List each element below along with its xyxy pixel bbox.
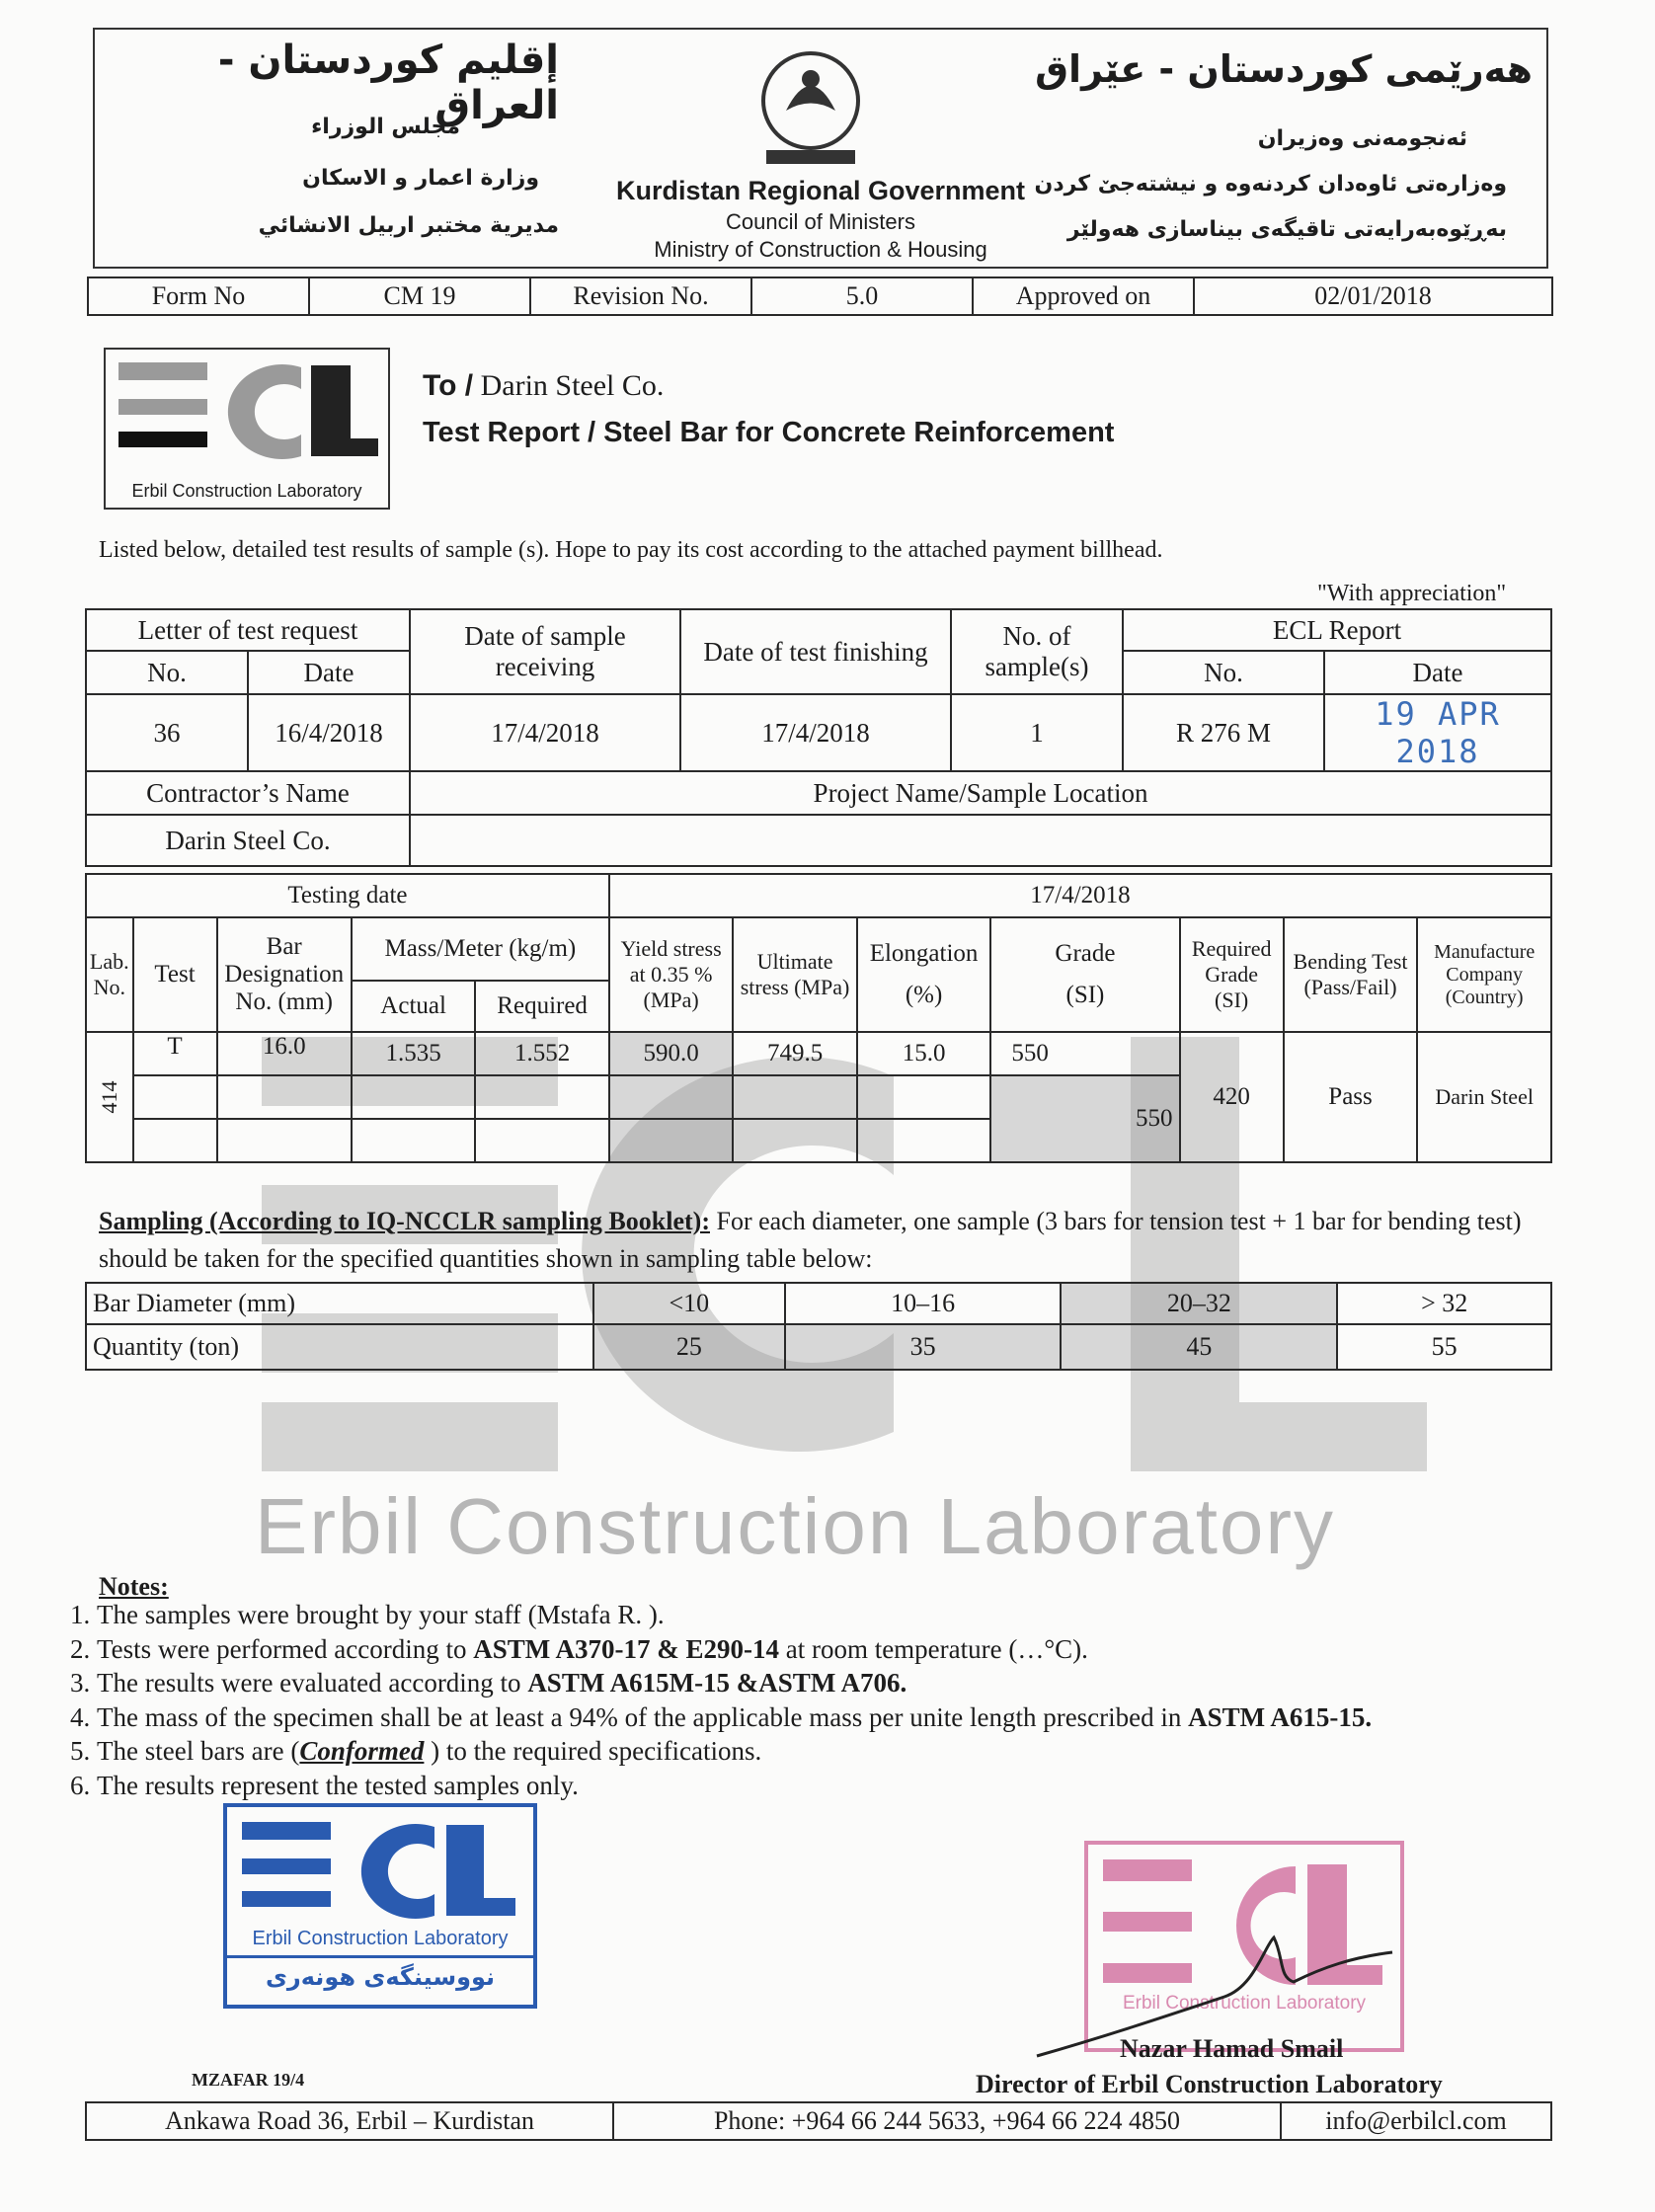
bar-value: 16.0 — [217, 1032, 352, 1075]
to-line — [423, 369, 664, 403]
note-item — [97, 1769, 1372, 1803]
quantity-cell: 55 — [1337, 1324, 1551, 1370]
empty-cell — [609, 1119, 733, 1162]
ar-left-title: إقليم كوردستان - العراق — [217, 38, 559, 128]
empty-cell — [133, 1119, 217, 1162]
to-name: Darin Steel Co. — [480, 369, 665, 402]
diameter-cell: 20–32 — [1061, 1283, 1337, 1324]
empty-cell — [733, 1119, 856, 1162]
required-value: 1.552 — [475, 1032, 609, 1075]
mass-meter-header: Mass/Meter (kg/m) — [352, 917, 609, 981]
diameter-label: Bar Diameter (mm) — [86, 1283, 593, 1324]
actual-value: 1.535 — [352, 1032, 475, 1075]
ultimate-value: 749.5 — [733, 1032, 856, 1075]
note-4-text: The mass of the specimen shall be at least a 94% of the applicable mass per unite length prescribed in — [97, 1701, 1189, 1732]
footer-email[interactable]: info@erbilcl.com — [1281, 2102, 1551, 2140]
diameter-cell: 10–16 — [785, 1283, 1062, 1324]
quantity-label: Quantity (ton) — [86, 1324, 593, 1370]
intro-text: Listed below, detailed test results of sample (s). Hope to pay its cost according to the attached payment billhead. — [99, 537, 1163, 563]
bar-designation-header: Bar Designation No. (mm) — [217, 917, 352, 1032]
required-grade-header: Required Grade (SI) — [1180, 917, 1284, 1032]
ku-right-title: هەرێمی کوردستان - عێراق — [1035, 47, 1533, 91]
empty-cell — [217, 1119, 352, 1162]
ministry-title: Ministry of Construction & Housing — [654, 237, 987, 262]
empty-cell — [133, 1075, 217, 1119]
empty-cell — [857, 1119, 991, 1162]
quantity-cell: 45 — [1061, 1324, 1337, 1370]
ecl-no-header: No. — [1123, 651, 1324, 694]
footer-table — [85, 2101, 1552, 2141]
request-date-header: Date — [248, 651, 410, 694]
test-header: Test — [133, 917, 217, 1032]
watermark-text: Erbil Construction Laboratory — [255, 1482, 1336, 1570]
bending-value: Pass — [1284, 1032, 1418, 1162]
note-item — [97, 1700, 1372, 1735]
signatory-name: Nazar Hamad Smail — [1120, 2034, 1344, 2063]
bending-header: Bending Test (Pass/Fail) — [1284, 917, 1418, 1032]
blue-stamp-caption: Erbil Construction Laboratory — [252, 1928, 509, 1949]
blue-stamp-kurdish: نووسینگەی هونەری — [265, 1963, 496, 1991]
receiving-header: Date of sample receiving — [410, 609, 680, 694]
diameter-cell: > 32 — [1337, 1283, 1551, 1324]
letter-request-header: Letter of test request — [86, 609, 410, 651]
request-date-value: 16/4/2018 — [248, 694, 410, 771]
ar-left-line3: مديرية مختبر اربيل الانشائي — [258, 213, 559, 238]
mass-required-header: Required — [475, 981, 609, 1032]
request-info-table — [85, 608, 1552, 867]
note-3-standard: ASTM A615M-15 &ASTM A706. — [527, 1668, 907, 1698]
krg-title: Kurdistan Regional Government — [615, 176, 1026, 205]
empty-cell — [609, 1075, 733, 1119]
signatory-title: Director of Erbil Construction Laboratory — [976, 2070, 1443, 2098]
test-value: T — [133, 1032, 217, 1075]
ku-right-line2: وەزارەتی ئاوەدان کردنەوە و نیشتەجێ کردن — [1034, 172, 1507, 197]
note-2-text: Tests were performed according to — [97, 1633, 474, 1664]
ar-left-line2: وزارة اعمار و الاسكان — [302, 166, 539, 191]
samples-header: No. of sample(s) — [951, 609, 1123, 694]
ku-right-line3: بەڕێوەبەرایەتی تاقیگەی بیناسازی هەولێر — [1066, 217, 1507, 242]
testing-date-value: 17/4/2018 — [609, 874, 1551, 917]
grade-overall-value: 550 — [990, 1075, 1179, 1162]
lab-no-text: 414 — [96, 1080, 121, 1114]
testing-date-header: Testing date — [86, 874, 609, 917]
ecl-logo-icon — [114, 357, 380, 466]
grade-header — [990, 917, 1179, 1032]
contractor-header: Contractor’s Name — [86, 771, 410, 815]
ecl-logo — [104, 348, 390, 510]
required-grade-value: 420 — [1180, 1032, 1284, 1162]
yield-header: Yield stress at 0.35 % (MPa) — [609, 917, 733, 1032]
note-item — [97, 1598, 1372, 1632]
lab-no-value — [86, 1032, 133, 1162]
finishing-value: 17/4/2018 — [680, 694, 951, 771]
sampling-paragraph — [99, 1203, 1540, 1278]
note-4-standard: ASTM A615-15. — [1188, 1701, 1373, 1732]
notes-heading: Notes: — [99, 1572, 169, 1601]
approved-label: Approved on — [973, 277, 1194, 315]
project-header: Project Name/Sample Location — [410, 771, 1551, 815]
empty-cell — [475, 1075, 609, 1119]
empty-cell — [217, 1075, 352, 1119]
empty-cell — [352, 1075, 475, 1119]
ku-right-line1: ئەنجومەنی وەزیران — [1257, 126, 1467, 151]
form-no-value: CM 19 — [309, 277, 530, 315]
footer-phone: Phone: +964 66 244 5633, +964 66 224 4850 — [613, 2102, 1281, 2140]
diameter-cell: <10 — [593, 1283, 785, 1324]
finishing-header: Date of test finishing — [680, 609, 951, 694]
approved-value: 02/01/2018 — [1194, 277, 1552, 315]
note-item — [97, 1734, 1372, 1769]
report-title: Test Report / Steel Bar for Concrete Reinforcement — [423, 417, 1115, 448]
note-item — [97, 1666, 1372, 1700]
note-6: The results represent the tested samples only. — [97, 1770, 579, 1800]
blue-stamp-logo-icon — [237, 1817, 523, 1926]
empty-cell — [857, 1075, 991, 1119]
ecl-no-value: R 276 M — [1123, 694, 1324, 771]
letterhead — [93, 28, 1548, 269]
blue-ecl-stamp — [223, 1803, 537, 2009]
to-prefix: To / — [423, 369, 474, 402]
request-no-value: 36 — [86, 694, 248, 771]
empty-cell — [475, 1119, 609, 1162]
request-no-header: No. — [86, 651, 248, 694]
receiving-value: 17/4/2018 — [410, 694, 680, 771]
note-5-text: The steel bars are ( — [97, 1736, 300, 1766]
note-3-text: The results were evaluated according to — [97, 1668, 528, 1698]
revision-label: Revision No. — [530, 277, 751, 315]
form-no-label: Form No — [88, 277, 309, 315]
quantity-cell: 35 — [785, 1324, 1062, 1370]
manufacture-header: Manufacture Company (Country) — [1417, 917, 1551, 1032]
contractor-value: Darin Steel Co. — [86, 815, 410, 866]
note-5-status: Conformed — [299, 1736, 425, 1766]
note-1: The samples were brought by your staff (Mstafa R. ). — [97, 1600, 665, 1629]
revision-value: 5.0 — [751, 277, 973, 315]
note-2-standard: ASTM A370-17 & E290-14 — [473, 1633, 779, 1664]
form-info-row — [87, 276, 1553, 316]
ar-left-line1: مجلس الوزراء — [311, 115, 460, 139]
samples-value: 1 — [951, 694, 1123, 771]
empty-cell — [352, 1119, 475, 1162]
grade-label: Grade — [1055, 940, 1116, 967]
mass-actual-header: Actual — [352, 981, 475, 1032]
quantity-cell: 25 — [593, 1324, 785, 1370]
appreciation-text: "With appreciation" — [1317, 581, 1507, 606]
sampling-heading: Sampling (According to IQ-NCCLR sampling Booklet): — [99, 1207, 710, 1235]
elongation-unit: (%) — [905, 982, 943, 1008]
elongation-label: Elongation — [869, 940, 979, 967]
lab-no-header: Lab. No. — [86, 917, 133, 1032]
yield-value: 590.0 — [609, 1032, 733, 1075]
council-title: Council of Ministers — [726, 209, 915, 234]
ecl-date-header: Date — [1324, 651, 1551, 694]
elongation-header — [857, 917, 991, 1032]
note-item — [97, 1632, 1372, 1667]
project-value — [410, 815, 1551, 866]
ecl-report-header: ECL Report — [1123, 609, 1551, 651]
manufacture-value: Darin Steel — [1417, 1032, 1551, 1162]
note-2-tail: at room temperature (…°C). — [778, 1633, 1088, 1664]
grade-unit: (SI) — [1065, 982, 1105, 1008]
note-5-tail: ) to the required specifications. — [424, 1736, 762, 1766]
empty-cell — [733, 1075, 856, 1119]
mzafar-note: MZAFAR 19/4 — [192, 2070, 305, 2090]
ecl-logo-caption: Erbil Construction Laboratory — [131, 481, 362, 501]
ultimate-header: Ultimate stress (MPa) — [733, 917, 856, 1032]
krg-emblem-icon — [747, 41, 875, 170]
elongation-value: 15.0 — [857, 1032, 991, 1075]
results-table — [85, 873, 1552, 1163]
sampling-text: For each diameter, one sample (3 bars for tension test + 1 bar for bending test) should be taken for the specified quantities shown in sampling table below: — [99, 1207, 1522, 1273]
notes-list — [77, 1598, 1372, 1802]
grade-row-value: 550 — [990, 1032, 1179, 1075]
footer-address: Ankawa Road 36, Erbil – Kurdistan — [86, 2102, 613, 2140]
ecl-date-stamp: 19 APR 2018 — [1324, 694, 1551, 771]
pink-stamp-caption: Erbil Construction Laboratory — [1122, 1993, 1367, 2014]
sampling-table — [85, 1282, 1552, 1371]
